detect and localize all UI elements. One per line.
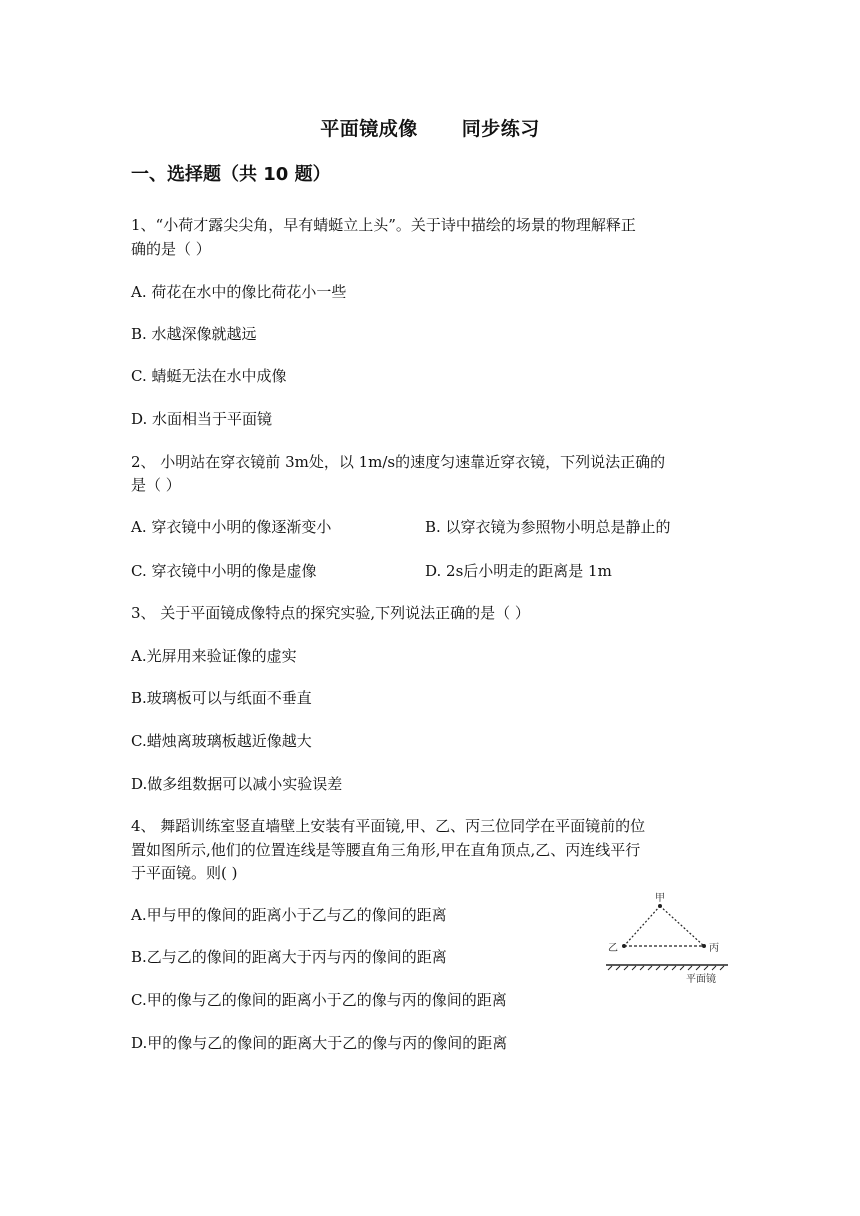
- label-mirror: 平面镜: [686, 974, 716, 985]
- title-main: 平面镜成像: [320, 118, 418, 140]
- q3-option-c: C.蜡烛离玻璃板越近像越大: [131, 732, 312, 750]
- q4-option-b: B.乙与乙的像间的距离大于丙与丙的像间的距离: [131, 948, 447, 966]
- q3-option-b: B.玻璃板可以与纸面不垂直: [131, 689, 312, 707]
- q3-option-d: D.做多组数据可以减小实验误差: [131, 775, 343, 793]
- point-yi: [622, 944, 626, 948]
- q1-option-b: B. 水越深像就越远: [131, 325, 257, 343]
- mirror-triangle-figure: [604, 886, 734, 986]
- q2-option-d: D. 2s后小明走的距离是 1m: [425, 562, 612, 580]
- q2-option-a: A. 穿衣镜中小明的像逐渐变小: [131, 518, 332, 536]
- label-jia: 甲: [655, 893, 665, 904]
- triangle-lines: [624, 906, 704, 946]
- title-sub: 同步练习: [461, 118, 540, 140]
- q1-stem-line1: 1、“小荷才露尖尖角，早有蜻蜓立上头”。关于诗中描绘的场景的物理解释正: [131, 216, 636, 234]
- q2-option-c: C. 穿衣镜中小明的像是虚像: [131, 562, 317, 580]
- q1-option-a: A. 荷花在水中的像比荷花小一些: [131, 283, 347, 301]
- section-heading: 一、选择题（共 10 题）: [131, 164, 331, 185]
- q1-stem-line2: 确的是（ ）: [131, 240, 211, 258]
- q2-stem-line1: 2、 小明站在穿衣镜前 3m处，以 1m/s的速度匀速靠近穿衣镜，下列说法正确的: [131, 453, 666, 471]
- q1-option-c: C. 蜻蜓无法在水中成像: [131, 367, 287, 385]
- q2-option-b: B. 以穿衣镜为参照物小明总是静止的: [425, 518, 671, 536]
- mirror-surface: [606, 965, 728, 970]
- q3-stem-line1: 3、 关于平面镜成像特点的探究实验,下列说法正确的是（ ）: [131, 604, 530, 622]
- point-bing: [702, 944, 706, 948]
- q4-stem-line3: 于平面镜。则( ): [131, 864, 238, 882]
- q4-stem-line2: 置如图所示,他们的位置连线是等腰直角三角形,甲在直角顶点,乙、丙连线平行: [131, 841, 641, 859]
- q1-option-d: D. 水面相当于平面镜: [131, 410, 273, 428]
- q3-option-a: A.光屏用来验证像的虚实: [131, 647, 297, 665]
- q2-stem-line2: 是（ ）: [131, 476, 181, 494]
- label-bing: 丙: [709, 943, 719, 954]
- q4-stem-line1: 4、 舞蹈训练室竖直墙壁上安装有平面镜,甲、乙、丙三位同学在平面镜前的位: [131, 817, 646, 835]
- q4-option-c: C.甲的像与乙的像间的距离小于乙的像与丙的像间的距离: [131, 991, 507, 1009]
- q4-option-d: D.甲的像与乙的像间的距离大于乙的像与丙的像间的距离: [131, 1034, 508, 1052]
- label-yi: 乙: [608, 943, 618, 954]
- q4-option-a: A.甲与甲的像间的距离小于乙与乙的像间的距离: [131, 906, 447, 924]
- page-title: [0, 114, 860, 141]
- point-jia: [658, 904, 662, 908]
